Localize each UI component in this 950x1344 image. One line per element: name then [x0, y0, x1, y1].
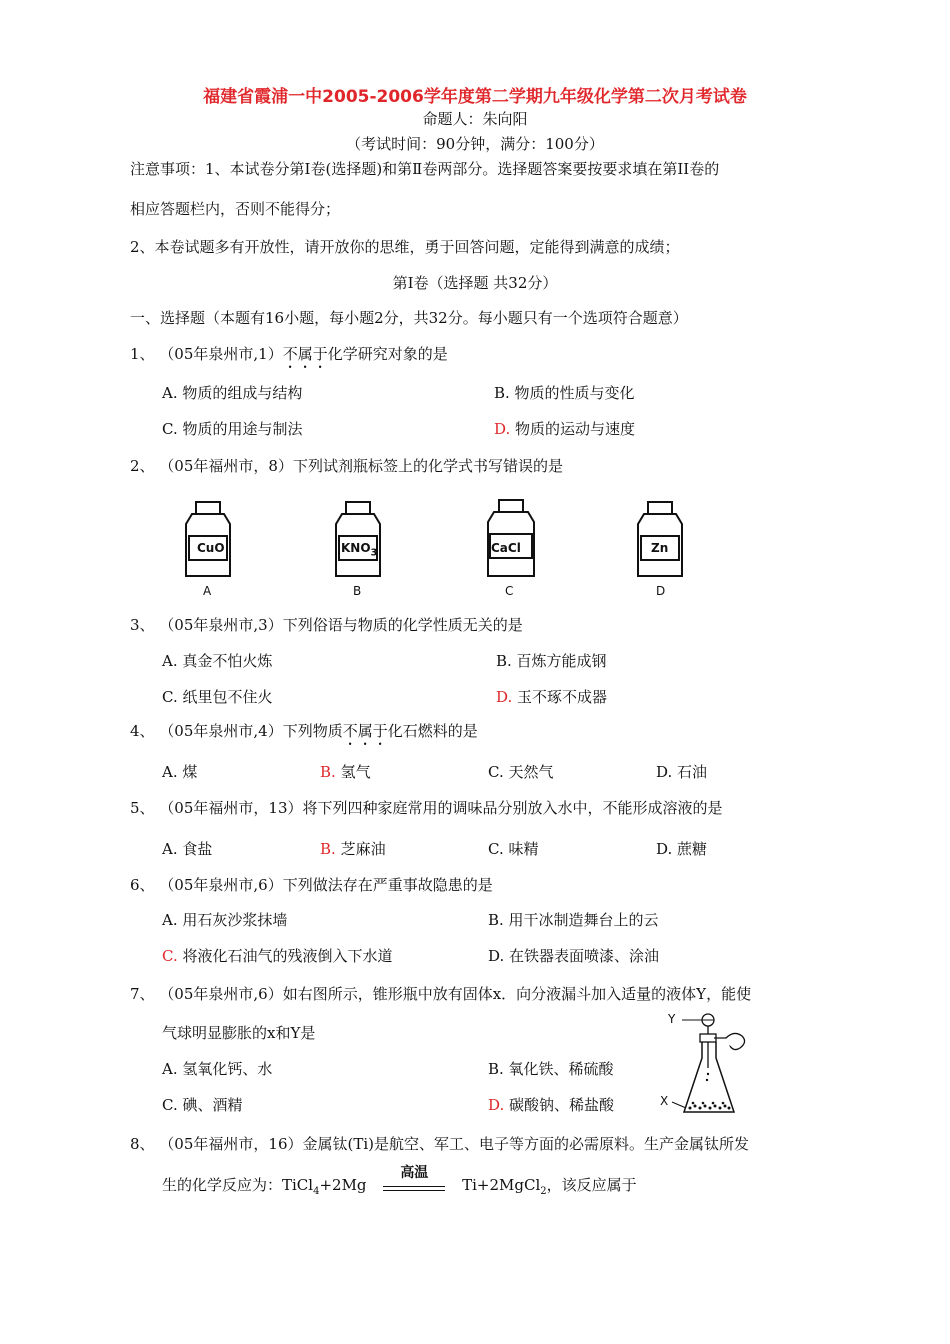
equation-reactants-1: 生的化学反应为：TiCl: [162, 1176, 314, 1194]
bottle-label-b-main: KNO: [341, 541, 371, 555]
reaction-condition-label: 高温: [400, 1165, 429, 1181]
section-heading: 第Ⅰ卷（选择题 共32分）: [392, 274, 558, 292]
question-7-option-c: C. 碘、酒精: [162, 1096, 243, 1114]
question-5-option-a: A. 食盐: [162, 840, 213, 858]
question-2-stem: 2、 （05年福州市，8）下列试剂瓶标签上的化学式书写错误的是: [130, 457, 563, 475]
notes-line-3: 2、本卷试题多有开放性，请开放你的思维，勇于回答问题，定能得到满意的成绩；: [130, 238, 680, 256]
bottle-label-a: CuO: [197, 541, 225, 555]
bottle-letter-a: A: [203, 584, 212, 598]
question-6-option-a: A. 用石灰沙浆抹墙: [162, 911, 288, 929]
question-6-option-c-text: 将液化石油气的残液倒入下水道: [177, 947, 393, 965]
question-3-option-d-text: 玉不琢不成器: [512, 688, 608, 706]
question-6-option-d: D. 在铁器表面喷漆、涂油: [488, 947, 660, 965]
figure-label-y: Y: [668, 1012, 676, 1026]
question-5-option-b-text: 芝麻油: [335, 840, 386, 858]
question-3-option-d: [496, 686, 607, 707]
question-4-answer-letter: B.: [320, 763, 336, 781]
question-3-stem: 3、 （05年泉州市,3）下列俗语与物质的化学性质无关的是: [130, 616, 523, 634]
question-4-option-a: A. 煤: [162, 763, 198, 781]
question-4-post: 化石燃料的是: [387, 722, 478, 740]
question-7-option-a: A. 氢氧化钙、水: [162, 1060, 273, 1078]
equation-tail: ，该反应属于: [546, 1176, 637, 1194]
question-1-stem: [130, 343, 448, 372]
equals-line-top: [383, 1186, 445, 1187]
question-6-stem: 6、 （05年泉州市,6）下列做法存在严重事故隐患的是: [130, 876, 493, 894]
exam-time-line: （考试时间：90分钟，满分：100分）: [346, 135, 604, 153]
question-7-option-d: [488, 1094, 614, 1115]
equals-line-bottom: [383, 1190, 445, 1191]
reagent-bottle-icon: [632, 500, 688, 578]
reagent-bottle-icon: [330, 500, 386, 578]
question-5-stem: 5、 （05年福州市，13）将下列四种家庭常用的调味品分别放入水中，不能形成溶液的是: [130, 799, 723, 817]
question-7-option-d-text: 碳酸钠、稀盐酸: [504, 1096, 615, 1114]
equation-reactants-2: +2Mg: [319, 1176, 367, 1194]
notes-line-1: 注意事项：1、本试卷分第Ⅰ卷(选择题)和第Ⅱ卷两部分。选择题答案要按要求填在第II卷的: [130, 160, 720, 178]
question-5-answer-letter: B.: [320, 840, 336, 858]
bottle-label-b: [341, 541, 378, 558]
section-intro: 一、选择题（本题有16小题，每小题2分，共32分。每小题只有一个选项符合题意）: [130, 309, 688, 327]
reagent-bottle-icon: [180, 500, 236, 578]
bottle-letter-c: C: [505, 584, 514, 598]
question-3-answer-letter: D.: [496, 688, 513, 706]
question-6-answer-letter: C.: [162, 947, 178, 965]
equation-subscript-2: 2: [540, 1186, 547, 1197]
page-title: 福建省霞浦一中2005-2006学年度第二学期九年级化学第二次月考试卷: [203, 87, 747, 107]
bottle-letter-b: B: [353, 584, 362, 598]
question-3-option-a: A. 真金不怕火炼: [162, 652, 273, 670]
conical-flask-icon: [664, 1008, 764, 1120]
question-7-option-b: B. 氧化铁、稀硫酸: [488, 1060, 614, 1078]
question-3-option-b: B. 百炼方能成钢: [496, 652, 607, 670]
question-8-stem-line-1: 8、 （05年福州市，16）金属钛(Ti)是航空、军工、电子等方面的必需原料。生产金属钛所发: [130, 1135, 749, 1153]
question-1-option-c: C. 物质的用途与制法: [162, 420, 303, 438]
bottle-label-d: Zn: [651, 541, 669, 555]
question-1-option-d: [494, 418, 635, 439]
question-7-stem-line-1: 7、 （05年泉州市,6）如右图所示，锥形瓶中放有固体x．向分液漏斗加入适量的液体Y，能使: [130, 985, 752, 1003]
bottle-label-c: CaCl: [491, 541, 521, 555]
notes-line-2: 相应答题栏内，否则不能得分；: [130, 200, 341, 218]
question-1-option-b: B. 物质的性质与变化: [494, 384, 635, 402]
question-6-option-b: B. 用干冰制造舞台上的云: [488, 911, 659, 929]
question-4-option-c: C. 天然气: [488, 763, 554, 781]
question-1-answer-letter: D.: [494, 420, 511, 438]
question-1-pre: 1、 （05年泉州市,1）: [130, 345, 283, 363]
equation-subscript-1: 4: [313, 1186, 320, 1197]
question-5-option-b: [320, 838, 386, 859]
reaction-condition-arrow: [383, 1165, 445, 1192]
question-6-option-c: [162, 945, 393, 966]
question-1-option-a: A. 物质的组成与结构: [162, 384, 303, 402]
question-7-stem-line-2: 气球明显膨胀的x和Y是: [162, 1024, 316, 1042]
question-8-stem-line-2: [162, 1165, 637, 1197]
question-1-post: 化学研究对象的是: [327, 345, 448, 363]
question-4-pre: 4、 （05年泉州市,4）下列物质: [130, 722, 343, 740]
question-5-option-c: C. 味精: [488, 840, 539, 858]
author-line: 命题人：朱向阳: [422, 110, 528, 128]
question-1-emphasis: 不属于: [282, 345, 328, 363]
question-4-stem: [130, 720, 478, 749]
question-4-option-b-text: 氢气: [335, 763, 371, 781]
question-1-option-d-text: 物质的运动与速度: [510, 420, 636, 438]
question-7-answer-letter: D.: [488, 1096, 505, 1114]
question-4-option-d: D. 石油: [656, 763, 708, 781]
figure-label-x: X: [660, 1094, 669, 1108]
question-3-option-c: C. 纸里包不住火: [162, 688, 273, 706]
bottle-label-b-subscript: 3: [370, 547, 378, 559]
reagent-bottle-icon: [482, 498, 540, 578]
question-5-option-d: D. 蔗糖: [656, 840, 708, 858]
equation-products-1: Ti+2MgCl: [462, 1176, 541, 1194]
question-4-emphasis: 不属于: [342, 722, 388, 740]
question-4-option-b: [320, 761, 371, 782]
bottle-letter-d: D: [656, 584, 666, 598]
